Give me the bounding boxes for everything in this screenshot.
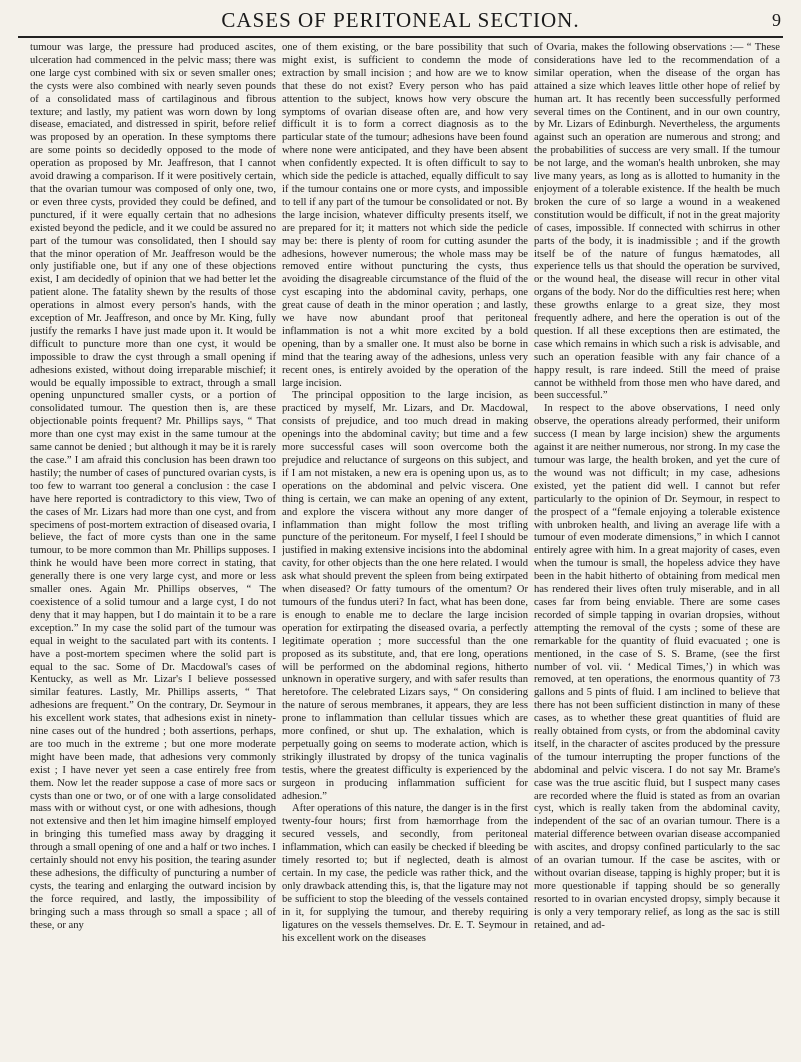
column-middle [282,42,528,1056]
running-head: CASES OF PERITONEAL SECTION. [221,8,580,32]
column-left [30,42,276,1056]
column-right [534,42,780,1056]
page-number: 9 [772,10,781,30]
paragraph: one of them existing, or the bare possibility that such might exist, is sufficient to condemn the mode of extraction by small incision ; and how are we to know that these do not exist? Every person who has paid attention to the subject, knows how very obscure the symptoms of ovarian disease often are, and how very difficult it is to form a correct diagnosis as to the particular state of the tumour; adhesions have been found where none were anticipated, and they have been absent when confidently expected. It is often difficult to say to which side the pedicle is attached, equally difficult to say if the tumour contains one or more cysts, and impossible to tell if any part of the tumour be consolidated or not. By the large incision, whatever difficulty presents itself, we are prepared for it; it matters not which side the pedicle may be: there is plenty of room for cutting asunder the adhesions, however numerous; the whole mass may be removed entire without puncturing the cysts, thus avoiding the disagreable circumstance of the fluid of the cyst escaping into the abdominal cavity, perhaps, one great cause of death in the minor operation ; and lastly, we have now abundant proof that peritoneal inflammation is not a whit more excited by a bold opening, than by a smaller one. It must also be borne in mind that the tearing away of the adhesions, unless very recent ones, is entirely avoided by the operation of the large incision. [282,42,528,389]
page-header [20,4,781,34]
paragraph: In respect to the above observations, I need only observe, the operations already performed, their uniform success (I mean by large incision) shew the arguments against it are neither numerous, nor strong. In my case the tumour was large, the health broken, and yet the cure of the wound was not difficult; in my case, adhesions existed, yet the patient did well. I cannot but refer particularly to the opinion of Dr. Seymour, in respect to the prospect of a “female enjoying a tolerable existence with unbroken health, and living an average life with a tumour of even moderate dimensions,” in which I cannot entirely agree with him. In a great majority of cases, even when the tumour is small, the hopeless advice they have been in the habit hitherto of obtaining from medical men has rendered their lives often truly miserable, and in all cases far from being enviable. There are some cases recorded of simple tapping in ovarian dropsies, without attempting the removal of the cysts ; some of these are remarkable for the quantity of fluid evacuated ; one is mentioned, in the case of S. S. Brame, (see the first number of vol. vii. ‘ Medical Times,’) in which was removed, at ten operations, the enormous quantity of 73 gallons and 5 pints of fluid. I am inclined to believe that there has not been sufficient distinction in many of these cases, as to whether these great quantities of fluid are really obtained from cysts, or from the abdominal cavity itself, in the character of ascites produced by the pressure of the tumour interrupting the proper functions of the abdominal and pelvic viscera. I do not say Mr. Brame's case was the true ascitic fluid, but I suspect many cases are recorded where the fluid is stated as from an ovarian cyst, which is really taken from the abdominal cavity, independent of the sac of an ovarian tumour. There is a material difference between ovarian disease accompanied with ascites, and dropsy confined particularly to the sac of an ovarian tumour. If the case be ascites, with or without ovarian disease, tapping is highly proper; but it is more questionable if tapping should be so generally resorted to in ovarian encysted dropsy, simply because it is only a very temporary relief, as long as the sac is still retained, and ad- [534,403,780,931]
paragraph: After operations of this nature, the danger is in the first twenty-four hours; first from hæmorrhage from the secured vessels, and secondly, from peritoneal inflammation, which can easily be checked if bleeding be timely resorted to; but if neglected, death is almost certain. In my case, the pedicle was rather thick, and the only drawback attending this, is, that the ligature may not be sufficient to stop the bleeding of the vessels contained in it, for supplying the tumour, and thereby requiring ligatures on the vessels themselves. Dr. E. T. Seymour in his excellent work on the diseases [282,803,528,944]
paragraph: The principal opposition to the large incision, as practiced by myself, Mr. Lizars, and Dr. Macdowal, consists of prejudice, and too much dread in making openings into the abdominal cavity; but time and a few more successful cases will soon overcome both the prejudice and reluctance of surgeons on this subject, and if I am not mistaken, a new era is opening upon us, as to operations on the abdominal and pelvic viscera. One thing is certain, we can make an opening of any extent, and explore the viscera without any more danger of inflammation than might follow the most trifling puncture of the peritoneum. For myself, I feel I should be justified in making extensive incisions into the abdominal cavity, for other objects than the one here related. I would ask what should prevent the spleen from being extirpated when diseased? Or fatty tumours of the omentum? Or tumours of the fundus uteri? In fact, what has been done, is enough to enable me to declare the large incision operation for extirpating the diseased ovaria, a perfectly legitimate operation ; more successful than the one proposed as its substitute, and, that ere long, operations will be performed on the abdominal regions, hitherto unknown in operative surgery, and with safer results than heretofore. The celebrated Lizars says, “ On considering the nature of serous membranes, it appears, they are less prone to inflammation than cellular tissues which are more confined, or shut up. The exhalation, which is perpetually going on seems to moderate action, which is strikingly illustrated by dropsy of the tunica vaginalis testis, where the greatest difficulty is experienced by the surgeon in producing inflammation sufficient for adhesion.” [282,390,528,802]
text-columns [30,42,782,1056]
paragraph: tumour was large, the pressure had produced ascites, ulceration had commenced in the pelvic mass; there was one large cyst combined with six or seven smaller ones; the cysts were also combined with nearly seven pounds of a consolidated mass of cartilaginous and fibrous texture; and lastly, my patient was worn down by long disease, emaciated, and distressed in spirit, before relief was proposed by an operation. In these symptoms there are some points so decidedly opposed to the mode of operation as proposed by Mr. Jeaffreson, that I cannot avoid drawing a comparison. If it were positively certain, that the ovarian tumour was composed of only one, two, or even three cysts, provided they could be defined, and punctured, if it were equally certain that no adhesions existed beyond the pedicle, and it we could be assured no part of the tumour was consolidated, then I should say that the minor operation of Mr. Jeaffreson would be the only justifiable one, but if any one of these objections exist, I am decidedly of opinion that we had better let the patient alone. The fatality shewn by the results of those operations in almost every person's hands, with the exception of Mr. Jeaffreson, and once by Mr. King, fully justify the remarks I have just made upon it. It would be difficult to puncture more than one cyst, it would be impossible to draw the cyst through a small opening if adhesions existed, without doing irreparable mischief; it would be equally impossible to extract, through a small opening unpunctured smaller cysts, or a portion of consolidated tumour. The question then is, are these objectionable points frequent? Mr. Phillips says, “ That more than one cyst may exist in the same tumour at the same cannot be denied ; but although it may be it is rarely the case.” I am afraid this conclusion has been drawn too hastily; the number of cases of punctured ovarian cysts, is too few to warrant too general a conclusion : the case I have here reported is contradictory to this view, Two of the cases of Mr. Lizars had more than one cyst, and from specimens of post-mortem extraction of diseased ovaria, I believe, the fact of more cysts than one in the same tumour, to be more common than Mr. Phillips supposes. I think he would have been more correct in stating, that generally there is one very large cyst, and more or less smaller ones. Again Mr. Phillips observes, “ The coexistence of a solid tumour and a large cyst, I do not deny that it may happen, but I do maintain it to be a rare exception.” In my case the solid part of the tumour was equal in weight to the saculated part with its contents. I have a post-mortem specimen where the solid part is equal to the sac. Some of Dr. Macdowal's cases of Kentucky, as well as Mr. Lizar's I believe possessed similar features. Lastly, Mr. Phillips asserts, “ That adhesions are frequent.” On the contrary, Dr. Seymour in his excellent work states, that adhesions exist in ninety-nine cases out of the hundred ; both assertions, perhaps, are too much in the extreme ; but one more moderate might have been made, that adhesions very commonly exist ; I have never yet seen a case entirely free from them. Now let the reader suppose a case of more sacs or cysts than one or two, or of one with a large consolidated mass with or without cyst, or one with adhesions, though not extensive and then let him imagine himself employed in bringing this tumefied mass away by dragging it through a small opening of one and a half or two inches. I certainly should not envy his position, the tearing asunder these adhesions, the difficulty of puncturing a number of cysts, the tearing and enlarging the outward incision by the force required, and lastly, the impossibility of bringing such a mass through so small a space ; all of these, or any [30,42,276,931]
header-rule [18,36,783,38]
paragraph: of Ovaria, makes the following observations :— “ These considerations have led to the recommendation of a similar operation, when the disease of the organ has attained a size which leaves little other hope of relief by human art. It has recently been successfully performed several times on the Continent, and in our own country, by Mr. Lizars of Edinburgh. Nevertheless, the arguments against such an operation are numerous and strong; and the probabilities of success are very small. If the tumour be not large, and the woman's health unbroken, she may live many years, as long as is allotted to humanity in the enjoyment of a tolerable existence. If the health be much broken the cure of so large a wound in a weakened constitution would be difficult, if not in the great majority of cases, impossible. If connected with schirrus in other parts of the body, it is inadmissible ; and if the growth itself be of the nature of fungus hæmatodes, all experience tells us that should the operation be survived, or the wound heal, the disease will recur in other vital organs of the body. Nor do the difficulties rest here; when these growths enlarge to a great size, they most frequently adhere, and here the operation is out of the question. If all these exceptions then are estimated, the case which remains in which such a risk is advisable, and such an operation feasible with any fair chance of a happy result, is rare indeed. Still the meed of praise cannot be withheld from those men who have dared, and been successful.” [534,42,780,402]
